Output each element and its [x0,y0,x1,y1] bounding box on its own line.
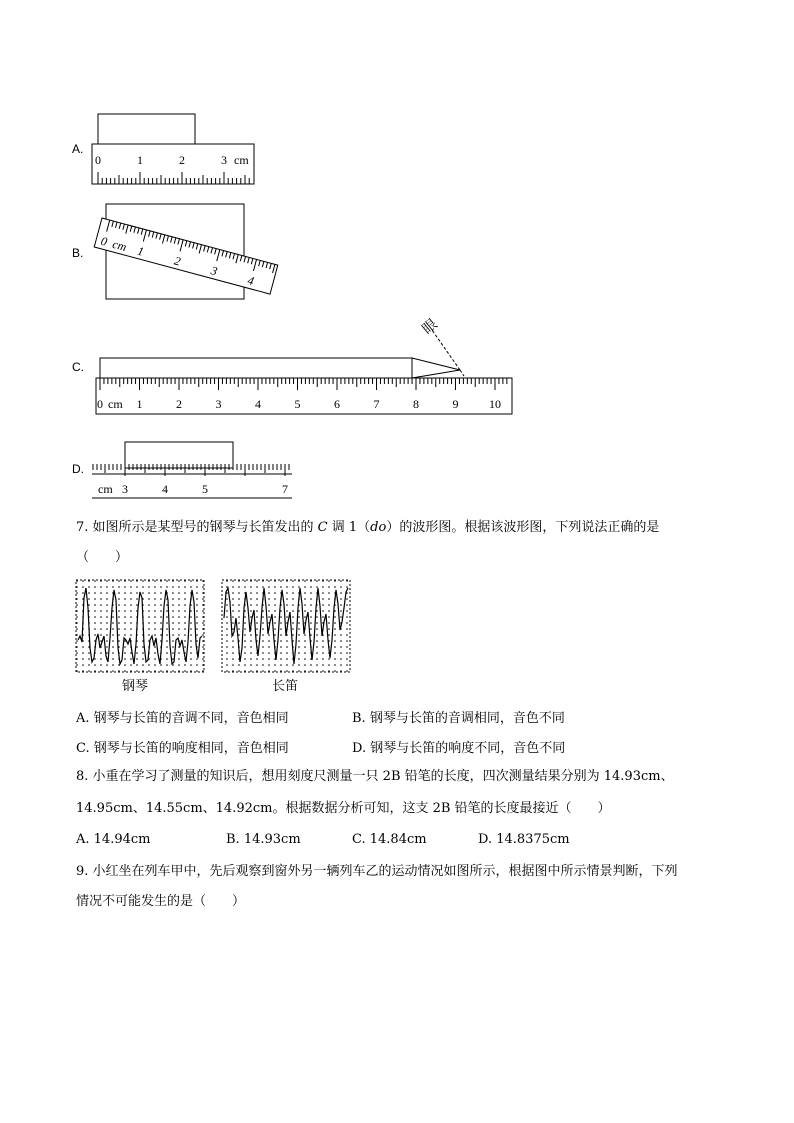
object-block [98,114,195,144]
ruler-unit-label: cm [110,236,129,255]
ruler-tick-label: 0 [99,233,109,249]
question-8-line-1: 8. 小重在学习了测量的知识后，想用刻度尺测量一只 2B 铅笔的长度，四次测量结果分别为 14.93cm、 [76,769,674,784]
q7-text: ）的波形图。根据该波形图，下列说法正确的是 [386,520,660,535]
ruler-tick-label: 6 [334,397,340,411]
q7-var-c: C [317,520,328,535]
ruler-tick-label: 7 [373,397,380,411]
figure-c-ruler [88,310,518,420]
figure-d-ruler [88,436,298,504]
eye-icon: 眼 [420,317,441,338]
q7-option-a[interactable]: A. 钢琴与长笛的音调不同，音色相同 [76,711,289,726]
option-b-label: B. [72,246,84,260]
ruler-tick-label: 1 [137,153,143,167]
ruler-tick-label: 1 [136,397,143,411]
ruler-unit-label: cm [98,482,113,496]
q7-var-do: do [370,520,387,535]
ruler-unit-label: cm [108,397,123,411]
ruler-tick-label: 1 [136,243,146,259]
ruler-tick-label: 5 [294,397,301,411]
figure-b-ruler [88,196,288,304]
option-d-label: D. [72,462,84,476]
ruler-tick-label: 4 [162,482,168,496]
q7-option-c[interactable]: C. 钢琴与长笛的响度相同，音色相同 [76,741,289,756]
option-c-label: C. [72,360,84,374]
q8-option-d[interactable]: D. 14.8375cm [478,832,570,847]
ruler-tick-label: 3 [209,263,219,279]
pencil-body [100,358,412,378]
question-9-line-2: 情况不可能发生的是（ ） [76,894,246,909]
pencil-tip [412,358,460,378]
question-7-line-2: （ ） [76,550,129,565]
ruler-tick-label: 10 [489,397,501,411]
q8-option-b[interactable]: B. 14.93cm [226,832,301,847]
q7-option-d[interactable]: D. 钢琴与长笛的响度不同，音色不同 [352,741,566,756]
question-9-line-1: 9. 小红坐在列车甲中，先后观察到窗外另一辆列车乙的运动情况如图所示，根据图中所示情景判断，下列 [76,864,678,879]
ruler-tick-label: 2 [176,397,182,411]
option-a-label: A. [72,142,84,156]
ruler-tick-label: 3 [122,482,128,496]
waveform-figure [74,578,354,696]
ruler-tick-label: 3 [215,397,222,411]
ruler-tick-label: 7 [282,482,288,496]
ruler-tick-label: 5 [202,482,208,496]
question-7-line-1 [76,518,659,538]
ruler-tick-label: 3 [221,153,227,167]
q7-text: 调 1（ [327,520,371,535]
ruler-tick-label: 4 [255,397,261,411]
ruler-tick-label: 0 [97,397,103,411]
ruler-tick-label: 9 [452,397,459,411]
ruler-tick-label: 2 [172,253,183,269]
q8-option-c[interactable]: C. 14.84cm [352,832,427,847]
piano-label: 钢琴 [122,678,149,693]
q8-option-a[interactable]: A. 14.94cm [76,832,151,847]
ruler-unit-label: cm [234,153,249,167]
ruler-tick-label: 0 [95,153,101,167]
q7-text: 7. 如图所示是某型号的钢琴与长笛发出的 [76,520,318,535]
figure-a-ruler [88,110,260,190]
ruler-tick-label: 4 [246,273,256,289]
ruler-tick-label: 2 [179,153,185,167]
flute-waveform-grid [222,580,350,672]
flute-label: 长笛 [272,678,299,693]
q7-option-b[interactable]: B. 钢琴与长笛的音调相同，音色不同 [352,711,565,726]
ruler-tick-label: 8 [413,397,419,411]
question-8-line-2: 14.95cm、14.55cm、14.92cm。根据数据分析可知，这支 2B 铅笔的长度最接近（ ） [76,801,611,816]
